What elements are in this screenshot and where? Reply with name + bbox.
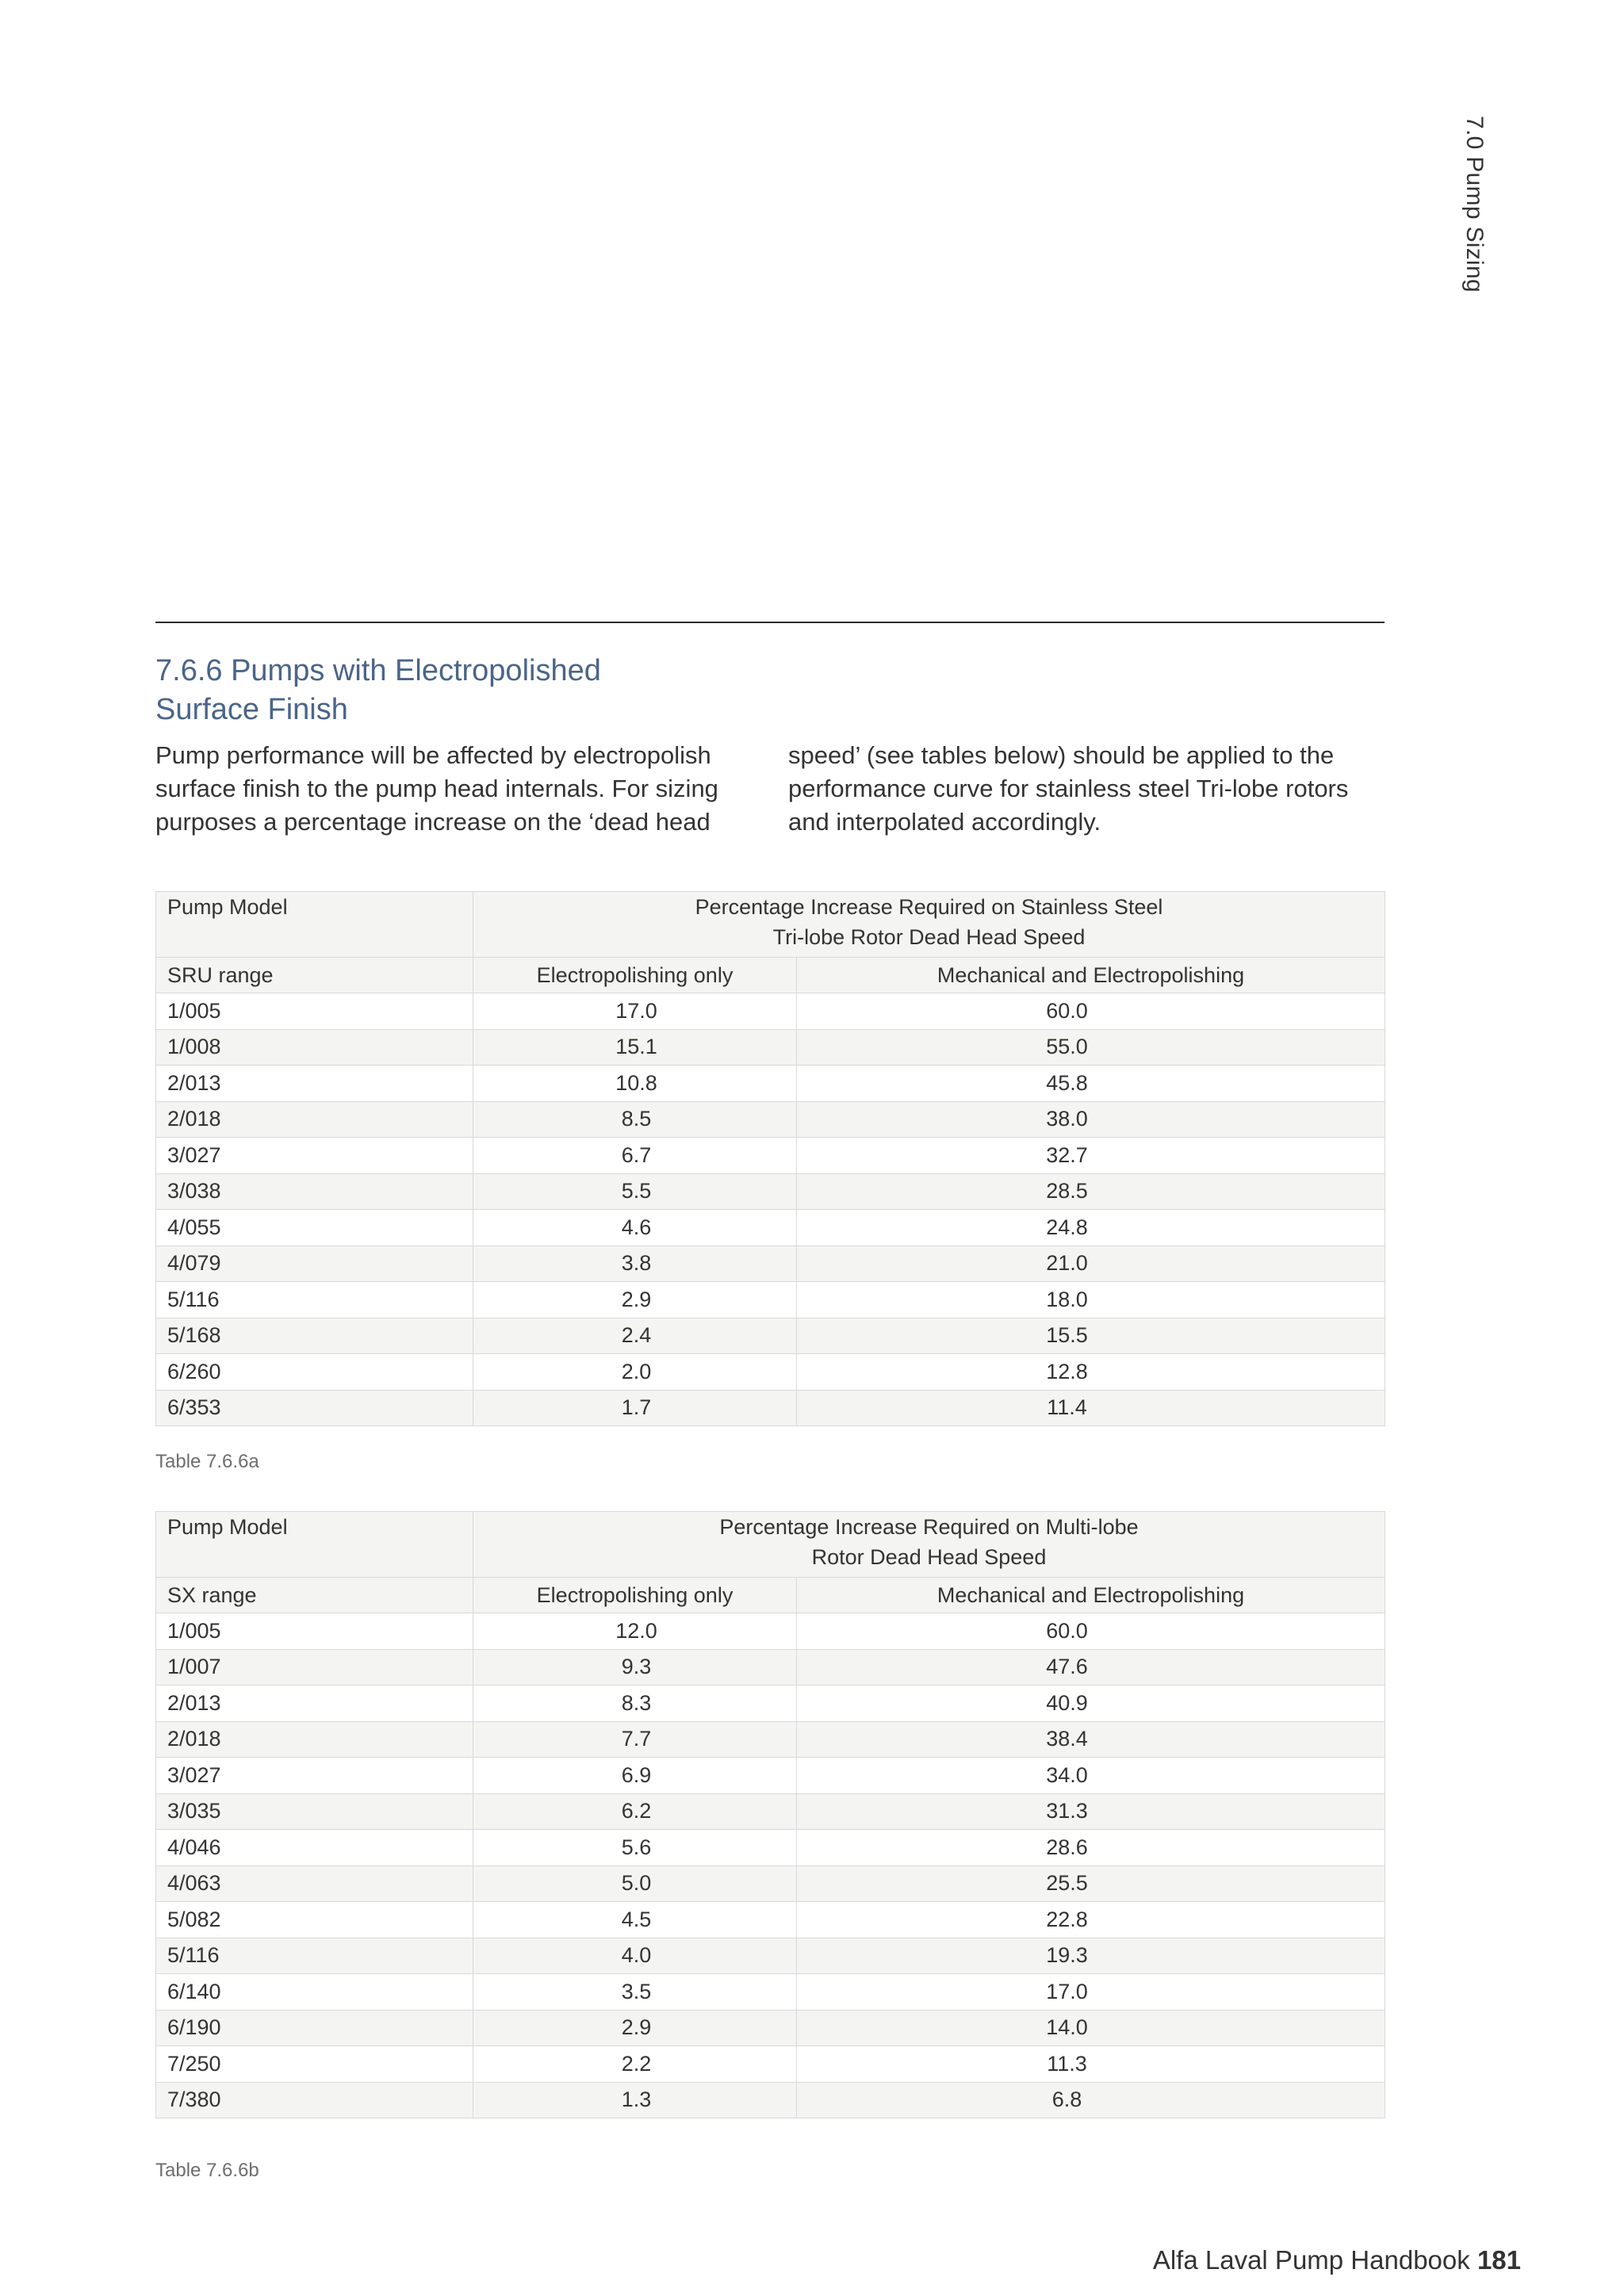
cell-mechanical-electropolishing: 15.5 xyxy=(797,1318,1385,1354)
cell-electropolishing-only: 6.7 xyxy=(473,1138,797,1174)
cell-electropolishing-only: 15.1 xyxy=(473,1029,797,1066)
subheader-mechanical-electropolishing: Mechanical and Electropolishing xyxy=(797,1578,1385,1613)
cell-pump-model: 4/046 xyxy=(156,1830,473,1866)
table-caption: Table 7.6.6b xyxy=(155,2160,259,2181)
cell-mechanical-electropolishing: 38.4 xyxy=(797,1721,1385,1758)
table-row xyxy=(156,1938,1385,1974)
section-heading-line2: Surface Finish xyxy=(155,693,348,726)
table-body xyxy=(156,993,1385,1426)
table-row xyxy=(156,2046,1385,2083)
col-header-pump-model: Pump Model xyxy=(156,892,473,958)
cell-electropolishing-only: 5.5 xyxy=(473,1173,797,1210)
cell-electropolishing-only: 4.0 xyxy=(473,1938,797,1974)
table-row xyxy=(156,2082,1385,2118)
table-row xyxy=(156,1830,1385,1866)
cell-pump-model: 1/005 xyxy=(156,1613,473,1650)
cell-electropolishing-only: 8.5 xyxy=(473,1101,797,1138)
cell-pump-model: 1/008 xyxy=(156,1029,473,1066)
cell-mechanical-electropolishing: 14.0 xyxy=(797,2010,1385,2046)
table-row xyxy=(156,1282,1385,1318)
cell-pump-model: 3/035 xyxy=(156,1793,473,1830)
cell-electropolishing-only: 5.0 xyxy=(473,1866,797,1902)
intro-paragraph-left: Pump performance will be affected by electropolish surface finish to the pump head internals. For sizing purposes a percentage increase on the ‘dead head xyxy=(155,741,718,836)
header-line1: Percentage Increase Required on Multi-lobe xyxy=(719,1515,1139,1539)
cell-pump-model: 2/018 xyxy=(156,1101,473,1138)
cell-electropolishing-only: 2.2 xyxy=(473,2046,797,2083)
cell-electropolishing-only: 1.3 xyxy=(473,2082,797,2118)
table-row xyxy=(156,1974,1385,2011)
cell-mechanical-electropolishing: 32.7 xyxy=(797,1138,1385,1174)
cell-electropolishing-only: 1.7 xyxy=(473,1390,797,1426)
header-line2: Rotor Dead Head Speed xyxy=(811,1545,1047,1569)
subheader-range: SX range xyxy=(156,1578,473,1613)
cell-mechanical-electropolishing: 11.4 xyxy=(797,1390,1385,1426)
cell-mechanical-electropolishing: 34.0 xyxy=(797,1758,1385,1794)
table-caption: Table 7.6.6a xyxy=(155,1451,259,1472)
table-row xyxy=(156,1029,1385,1066)
table-row xyxy=(156,993,1385,1030)
subheader-range: SRU range xyxy=(156,958,473,993)
subheader-electropolishing-only: Electropolishing only xyxy=(473,958,797,993)
cell-mechanical-electropolishing: 28.6 xyxy=(797,1830,1385,1866)
cell-pump-model: 5/082 xyxy=(156,1902,473,1938)
table-body xyxy=(156,1613,1385,2118)
cell-electropolishing-only: 6.2 xyxy=(473,1793,797,1830)
section-heading xyxy=(155,652,869,729)
cell-pump-model: 7/380 xyxy=(156,2082,473,2118)
table-sru-range xyxy=(155,891,1385,1426)
table-sx-range xyxy=(155,1511,1385,2118)
cell-electropolishing-only: 2.9 xyxy=(473,1282,797,1318)
cell-mechanical-electropolishing: 55.0 xyxy=(797,1029,1385,1066)
cell-mechanical-electropolishing: 22.8 xyxy=(797,1902,1385,1938)
cell-mechanical-electropolishing: 11.3 xyxy=(797,2046,1385,2083)
cell-electropolishing-only: 3.5 xyxy=(473,1974,797,2011)
table-row xyxy=(156,1793,1385,1830)
cell-mechanical-electropolishing: 21.0 xyxy=(797,1246,1385,1282)
cell-pump-model: 6/190 xyxy=(156,2010,473,2046)
cell-mechanical-electropolishing: 12.8 xyxy=(797,1354,1385,1391)
table-row xyxy=(156,1613,1385,1650)
cell-mechanical-electropolishing: 45.8 xyxy=(797,1066,1385,1102)
table-row xyxy=(156,1721,1385,1758)
cell-electropolishing-only: 2.4 xyxy=(473,1318,797,1354)
col-header-pump-model: Pump Model xyxy=(156,1512,473,1578)
cell-pump-model: 4/079 xyxy=(156,1246,473,1282)
table-row xyxy=(156,1758,1385,1794)
cell-electropolishing-only: 7.7 xyxy=(473,1721,797,1758)
cell-mechanical-electropolishing: 6.8 xyxy=(797,2082,1385,2118)
chapter-side-label: 7.0 Pump Sizing xyxy=(1461,116,1488,293)
cell-pump-model: 3/038 xyxy=(156,1173,473,1210)
table-row xyxy=(156,1138,1385,1174)
header-line1: Percentage Increase Required on Stainless Steel xyxy=(695,895,1163,919)
table-row xyxy=(156,1354,1385,1391)
cell-electropolishing-only: 3.8 xyxy=(473,1246,797,1282)
table-row xyxy=(156,2010,1385,2046)
cell-mechanical-electropolishing: 40.9 xyxy=(797,1686,1385,1722)
cell-mechanical-electropolishing: 24.8 xyxy=(797,1210,1385,1246)
table-row xyxy=(156,1101,1385,1138)
cell-mechanical-electropolishing: 19.3 xyxy=(797,1938,1385,1974)
cell-pump-model: 5/168 xyxy=(156,1318,473,1354)
footer-title: Alfa Laval Pump Handbook xyxy=(1152,2245,1470,2275)
cell-pump-model: 1/007 xyxy=(156,1649,473,1686)
cell-pump-model: 4/063 xyxy=(156,1866,473,1902)
header-line2: Tri-lobe Rotor Dead Head Speed xyxy=(772,925,1086,949)
table-row xyxy=(156,1902,1385,1938)
cell-mechanical-electropolishing: 60.0 xyxy=(797,1613,1385,1650)
col-header-percentage-increase xyxy=(473,892,1385,958)
table-row xyxy=(156,1173,1385,1210)
cell-pump-model: 1/005 xyxy=(156,993,473,1030)
cell-pump-model: 6/260 xyxy=(156,1354,473,1391)
cell-mechanical-electropolishing: 28.5 xyxy=(797,1173,1385,1210)
cell-mechanical-electropolishing: 38.0 xyxy=(797,1101,1385,1138)
page-number: 181 xyxy=(1477,2245,1521,2275)
cell-pump-model: 2/013 xyxy=(156,1686,473,1722)
cell-electropolishing-only: 4.6 xyxy=(473,1210,797,1246)
table-row xyxy=(156,1210,1385,1246)
cell-electropolishing-only: 6.9 xyxy=(473,1758,797,1794)
page-footer xyxy=(1153,2245,1521,2275)
cell-pump-model: 4/055 xyxy=(156,1210,473,1246)
subheader-electropolishing-only: Electropolishing only xyxy=(473,1578,797,1613)
table-row xyxy=(156,1686,1385,1722)
section-heading-line1: 7.6.6 Pumps with Electropolished xyxy=(155,654,601,687)
cell-pump-model: 3/027 xyxy=(156,1758,473,1794)
table-row xyxy=(156,1066,1385,1102)
cell-mechanical-electropolishing: 47.6 xyxy=(797,1649,1385,1686)
cell-pump-model: 2/013 xyxy=(156,1066,473,1102)
cell-pump-model: 5/116 xyxy=(156,1282,473,1318)
cell-pump-model: 3/027 xyxy=(156,1138,473,1174)
cell-mechanical-electropolishing: 31.3 xyxy=(797,1793,1385,1830)
col-header-percentage-increase xyxy=(473,1512,1385,1578)
section-divider xyxy=(155,622,1385,623)
cell-pump-model: 6/140 xyxy=(156,1974,473,2011)
cell-mechanical-electropolishing: 17.0 xyxy=(797,1974,1385,2011)
table-row xyxy=(156,1246,1385,1282)
cell-mechanical-electropolishing: 25.5 xyxy=(797,1866,1385,1902)
cell-mechanical-electropolishing: 60.0 xyxy=(797,993,1385,1030)
cell-electropolishing-only: 17.0 xyxy=(473,993,797,1030)
cell-pump-model: 7/250 xyxy=(156,2046,473,2083)
cell-electropolishing-only: 9.3 xyxy=(473,1649,797,1686)
cell-electropolishing-only: 8.3 xyxy=(473,1686,797,1722)
cell-pump-model: 2/018 xyxy=(156,1721,473,1758)
cell-pump-model: 6/353 xyxy=(156,1390,473,1426)
cell-mechanical-electropolishing: 18.0 xyxy=(797,1282,1385,1318)
cell-electropolishing-only: 4.5 xyxy=(473,1902,797,1938)
table-row xyxy=(156,1318,1385,1354)
table-row xyxy=(156,1866,1385,1902)
intro-paragraph-right: speed’ (see tables below) should be applied to the performance curve for stainless steel Tri-lobe rotors and interpolated accordingly. xyxy=(788,741,1349,836)
cell-electropolishing-only: 2.0 xyxy=(473,1354,797,1391)
table-row xyxy=(156,1649,1385,1686)
cell-electropolishing-only: 12.0 xyxy=(473,1613,797,1650)
cell-pump-model: 5/116 xyxy=(156,1938,473,1974)
subheader-mechanical-electropolishing: Mechanical and Electropolishing xyxy=(797,958,1385,993)
cell-electropolishing-only: 2.9 xyxy=(473,2010,797,2046)
cell-electropolishing-only: 5.6 xyxy=(473,1830,797,1866)
table-row xyxy=(156,1390,1385,1426)
cell-electropolishing-only: 10.8 xyxy=(473,1066,797,1102)
